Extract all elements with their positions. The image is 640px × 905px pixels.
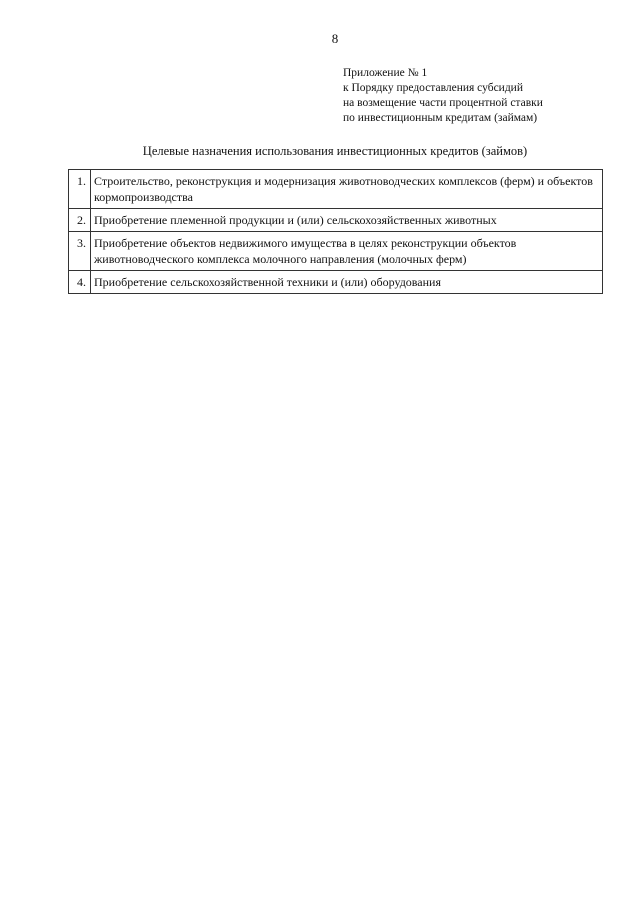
row-text: Приобретение сельскохозяйственной техники и (или) оборудования	[91, 271, 603, 294]
appendix-line: на возмещение части процентной ставки	[343, 97, 543, 109]
page-number: 8	[331, 31, 339, 46]
row-number: 4.	[69, 271, 91, 294]
table-row	[69, 232, 603, 271]
table-row	[69, 271, 603, 294]
row-text: Строительство, реконструкция и модернизация животноводческих комплексов (ферм) и объектов кормопроизводства	[91, 170, 603, 209]
row-text: Приобретение объектов недвижимого имущества в целях реконструкции объектов животноводческого комплекса молочного направления (молочных ферм)	[91, 232, 603, 271]
document-title: Целевые назначения использования инвестиционных кредитов (займов)	[142, 144, 528, 158]
purposes-table	[68, 169, 603, 294]
row-text: Приобретение племенной продукции и (или) сельскохозяйственных животных	[91, 209, 603, 232]
appendix-line: к Порядку предоставления субсидий	[343, 82, 523, 94]
appendix-line: по инвестиционным кредитам (займам)	[343, 112, 538, 124]
row-number: 1.	[69, 170, 91, 209]
row-number: 3.	[69, 232, 91, 271]
table-row	[69, 170, 603, 209]
row-number: 2.	[69, 209, 91, 232]
table-row	[69, 209, 603, 232]
appendix-header	[343, 66, 543, 126]
appendix-line: Приложение № 1	[343, 67, 428, 79]
